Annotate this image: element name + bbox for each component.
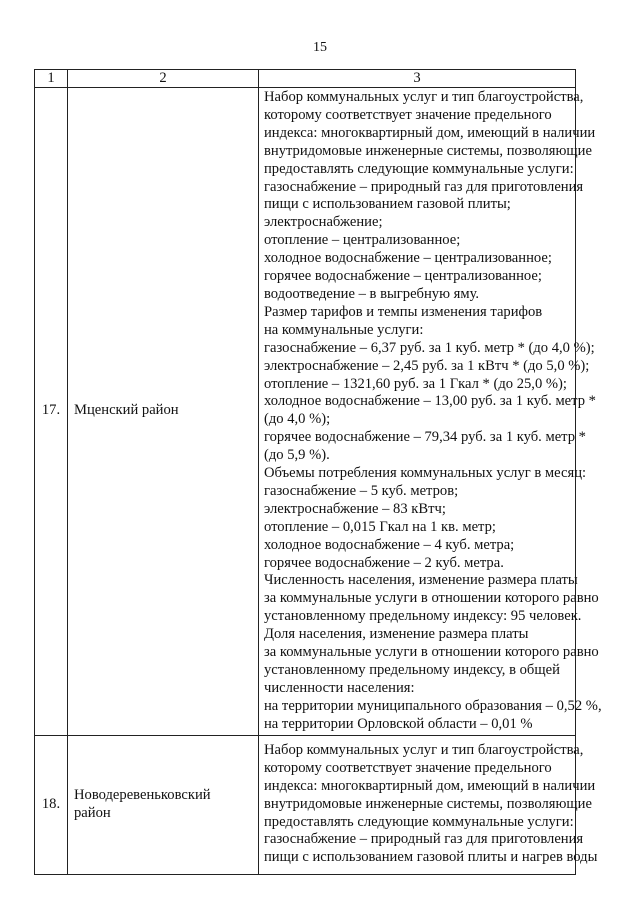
description-line: на территории муниципального образования – 0,52 %,	[264, 697, 602, 714]
description-line: которому соответствует значение предельного	[264, 106, 552, 123]
description-line: установленному предельному индексу: 95 человек.	[264, 608, 582, 625]
description-line: пищи с использованием газовой плиты и нагрев воды	[264, 849, 598, 866]
description-line: электроснабжение – 2,45 руб. за 1 кВтч * (до 5,0 %);	[264, 357, 590, 374]
description-line: внутридомовые инженерные системы, позволяющие	[264, 142, 592, 159]
description-line: газоснабжение – 6,37 руб. за 1 куб. метр * (до 4,0 %);	[264, 339, 595, 356]
district-name-line: район	[74, 804, 111, 821]
description-line: Набор коммунальных услуг и тип благоустройства,	[264, 89, 584, 105]
description-line: отопление – 0,015 Гкал на 1 кв. метр;	[264, 518, 496, 535]
description-line: на коммунальные услуги:	[264, 321, 424, 338]
description-line: Объемы потребления коммунальных услуг в месяц:	[264, 465, 587, 482]
description-line: холодное водоснабжение – 13,00 руб. за 1 куб. метр *	[264, 393, 596, 410]
description-line: (до 5,9 %).	[264, 447, 330, 464]
description-line: за коммунальные услуги в отношении которого равно	[264, 644, 599, 661]
district-name	[68, 88, 259, 736]
description-line: численности населения:	[264, 679, 415, 696]
document-table	[34, 69, 602, 875]
district-name-line: Мценский район	[74, 402, 179, 419]
description-line: электроснабжение;	[264, 214, 383, 231]
description-line: горячее водоснабжение – 2 куб. метра.	[264, 554, 504, 571]
description-line: холодное водоснабжение – 4 куб. метра;	[264, 536, 515, 553]
description-line: электроснабжение – 83 кВтч;	[264, 500, 446, 517]
district-name	[68, 735, 259, 874]
description-line: газоснабжение – природный газ для приготовления	[264, 178, 584, 195]
description-line: индекса: многоквартирный дом, имеющий в наличии	[264, 777, 596, 794]
description-line: Численность населения, изменение размера платы	[264, 572, 578, 589]
description-line: установленному предельному индексу, в общей	[264, 662, 560, 678]
description-line: отопление – централизованное;	[264, 232, 461, 249]
table-row	[35, 735, 576, 874]
description-line: за коммунальные услуги в отношении которого равно	[264, 590, 599, 607]
description-line: отопление – 1321,60 руб. за 1 Гкал * (до 25,0 %);	[264, 375, 567, 392]
description-line: горячее водоснабжение – централизованное;	[264, 268, 542, 285]
column-header-number: 1	[35, 70, 68, 88]
description-line: (до 4,0 %);	[264, 411, 331, 428]
description-line: горячее водоснабжение – 79,34 руб. за 1 куб. метр *	[264, 429, 586, 446]
description-line: предоставлять следующие коммунальные услуги:	[264, 160, 574, 177]
description-line: на территории Орловской области – 0,01 %	[264, 715, 533, 732]
description-line: Набор коммунальных услуг и тип благоустройства,	[264, 741, 584, 758]
district-name-line: Новодеревеньковский	[74, 786, 211, 803]
row-number: 18.	[35, 735, 68, 874]
description-cell	[259, 735, 598, 874]
column-header-district: 2	[68, 70, 259, 88]
description-line: Доля населения, изменение размера платы	[264, 626, 529, 643]
description-line: внутридомовые инженерные системы, позволяющие	[264, 795, 592, 812]
description-line: предоставлять следующие коммунальные услуги:	[264, 813, 574, 830]
column-header-description: 3	[259, 70, 576, 88]
description-line: водоотведение – в выгребную яму.	[264, 285, 480, 302]
description-line: которому соответствует значение предельного	[264, 759, 552, 776]
table-header-row	[35, 70, 576, 88]
description-line: холодное водоснабжение – централизованное;	[264, 250, 552, 267]
description-line: Размер тарифов и темпы изменения тарифов	[264, 303, 543, 320]
table-row	[35, 88, 576, 736]
page-number: 15	[313, 40, 327, 55]
description-line: индекса: многоквартирный дом, имеющий в наличии	[264, 124, 596, 141]
description-cell	[259, 88, 602, 736]
description-line: газоснабжение – 5 куб. метров;	[264, 482, 459, 499]
row-number: 17.	[35, 88, 68, 736]
description-line: пищи с использованием газовой плиты;	[264, 196, 511, 213]
description-line: газоснабжение – природный газ для приготовления	[264, 831, 584, 848]
